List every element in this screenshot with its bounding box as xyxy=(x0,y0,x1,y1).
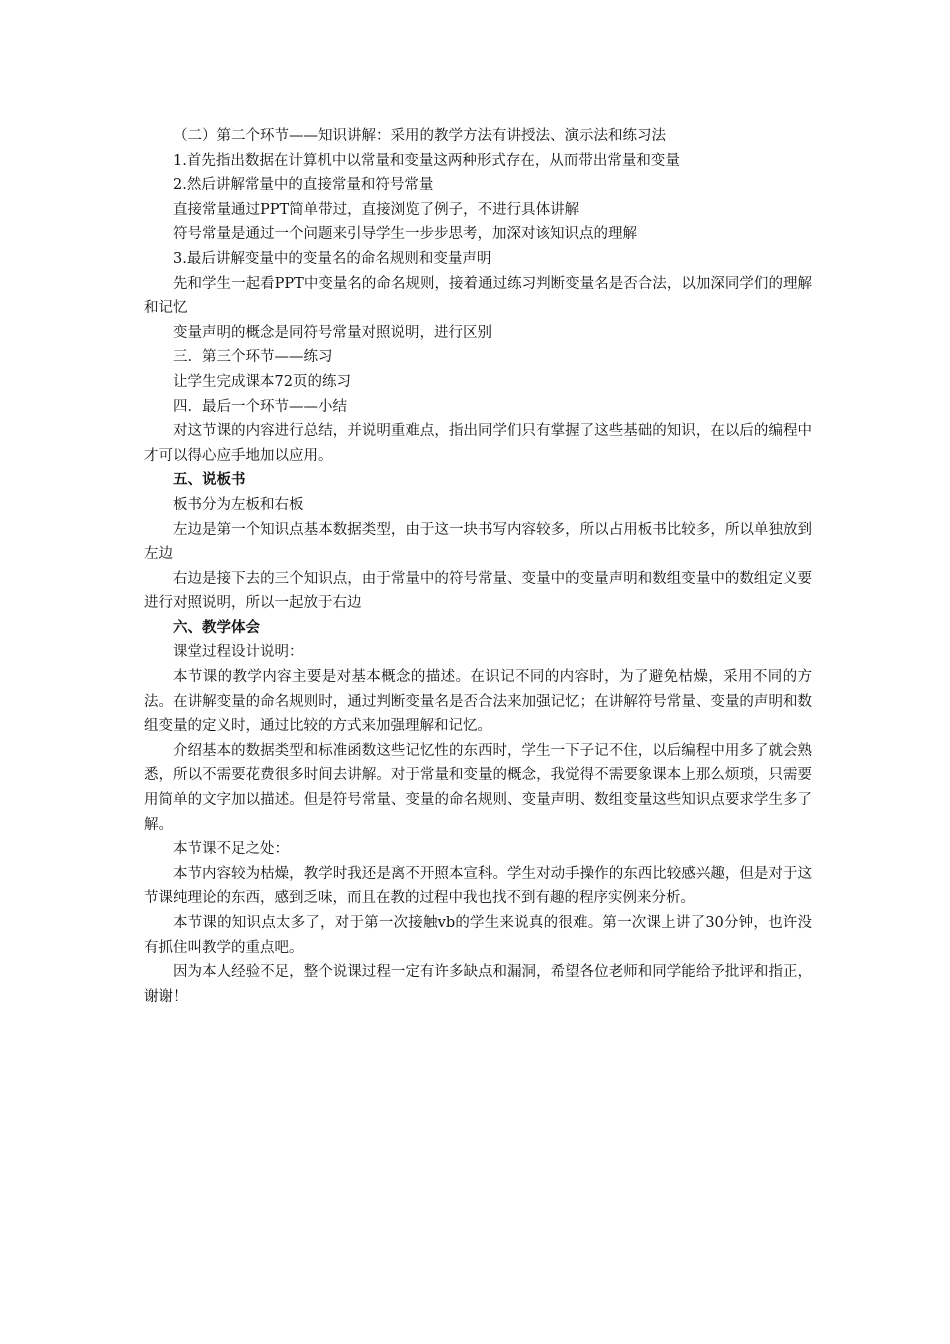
paragraph: 对这节课的内容进行总结，并说明重难点，指出同学们只有掌握了这些基础的知识，在以后的编程中才可以得心应手地加以应用。 xyxy=(144,423,812,464)
paragraph: 介绍基本的数据类型和标准函数这些记忆性的东西时，学生一下子记不住，以后编程中用多了就会熟悉，所以不需要花费很多时间去讲解。对于常量和变量的概念，我觉得不需要象课本上那么烦琐，只需要用简单的文字加以描述。但是符号常量、变量的命名规则、变量声明、数组变量这些知识点要求学生多了解。 xyxy=(144,742,812,833)
paragraph: 变量声明的概念是同符号常量对照说明，进行区别 xyxy=(173,324,492,341)
section-heading: 五、说板书 xyxy=(173,472,246,489)
paragraph: 本节课不足之处： xyxy=(173,841,289,858)
paragraph: 本节课的教学内容主要是对基本概念的描述。在识记不同的内容时，为了避免枯燥，采用不同的方法。在讲解变量的命名规则时，通过判断变量名是否合法来加强记忆；在讲解符号常量、变量的声明和数组变量的定义时，通过比较的方式来加强理解和记忆。 xyxy=(144,669,812,735)
paragraph: 因为本人经验不足，整个说课过程一定有许多缺点和漏洞，希望各位老师和同学能给予批评和指正，谢谢！ xyxy=(144,964,812,1005)
paragraph: 先和学生一起看PPT中变量名的命名规则，接着通过练习判断变量名是否合法，以加深同学们的理解和记忆 xyxy=(144,275,812,317)
paragraph: 直接常量通过PPT简单带过，直接浏览了例子，不进行具体讲解 xyxy=(173,201,580,218)
paragraph: 本节内容较为枯燥，教学时我还是离不开照本宣科。学生对动手操作的东西比较感兴趣，但是对于这节课纯理论的东西，感到乏味，而且在教的过程中我也找不到有趣的程序实例来分析。 xyxy=(144,865,812,907)
paragraph: 1.首先指出数据在计算机中以常量和变量这两种形式存在，从而带出常量和变量 xyxy=(173,152,680,169)
section-heading: 六、教学体会 xyxy=(173,619,260,636)
paragraph: 四．最后一个环节——小结 xyxy=(173,398,347,415)
paragraph: （二）第二个环节——知识讲解：采用的教学方法有讲授法、演示法和练习法 xyxy=(173,128,666,144)
paragraph: 板书分为左板和右板 xyxy=(173,496,304,513)
paragraph: 右边是接下去的三个知识点，由于常量中的符号常量、变量中的变量声明和数组变量中的数组定义要进行对照说明，所以一起放于右边 xyxy=(144,570,812,612)
paragraph: 左边是第一个知识点基本数据类型，由于这一块书写内容较多，所以占用板书比较多，所以单独放到左边 xyxy=(144,521,812,563)
paragraph: 3.最后讲解变量中的变量名的命名规则和变量声明 xyxy=(173,250,492,267)
paragraph: 本节课的知识点太多了，对于第一次接触vb的学生来说真的很难。第一次课上讲了30分钟，也许没有抓住叫教学的重点吧。 xyxy=(144,915,812,956)
paragraph: 课堂过程设计说明： xyxy=(173,644,304,661)
paragraph: 三．第三个环节——练习 xyxy=(173,349,333,366)
document-body xyxy=(144,124,812,1009)
paragraph: 符号常量是通过一个问题来引导学生一步步思考，加深对该知识点的理解 xyxy=(173,226,637,243)
paragraph: 2.然后讲解常量中的直接常量和符号常量 xyxy=(173,177,434,194)
paragraph: 让学生完成课本72页的练习 xyxy=(173,373,351,390)
